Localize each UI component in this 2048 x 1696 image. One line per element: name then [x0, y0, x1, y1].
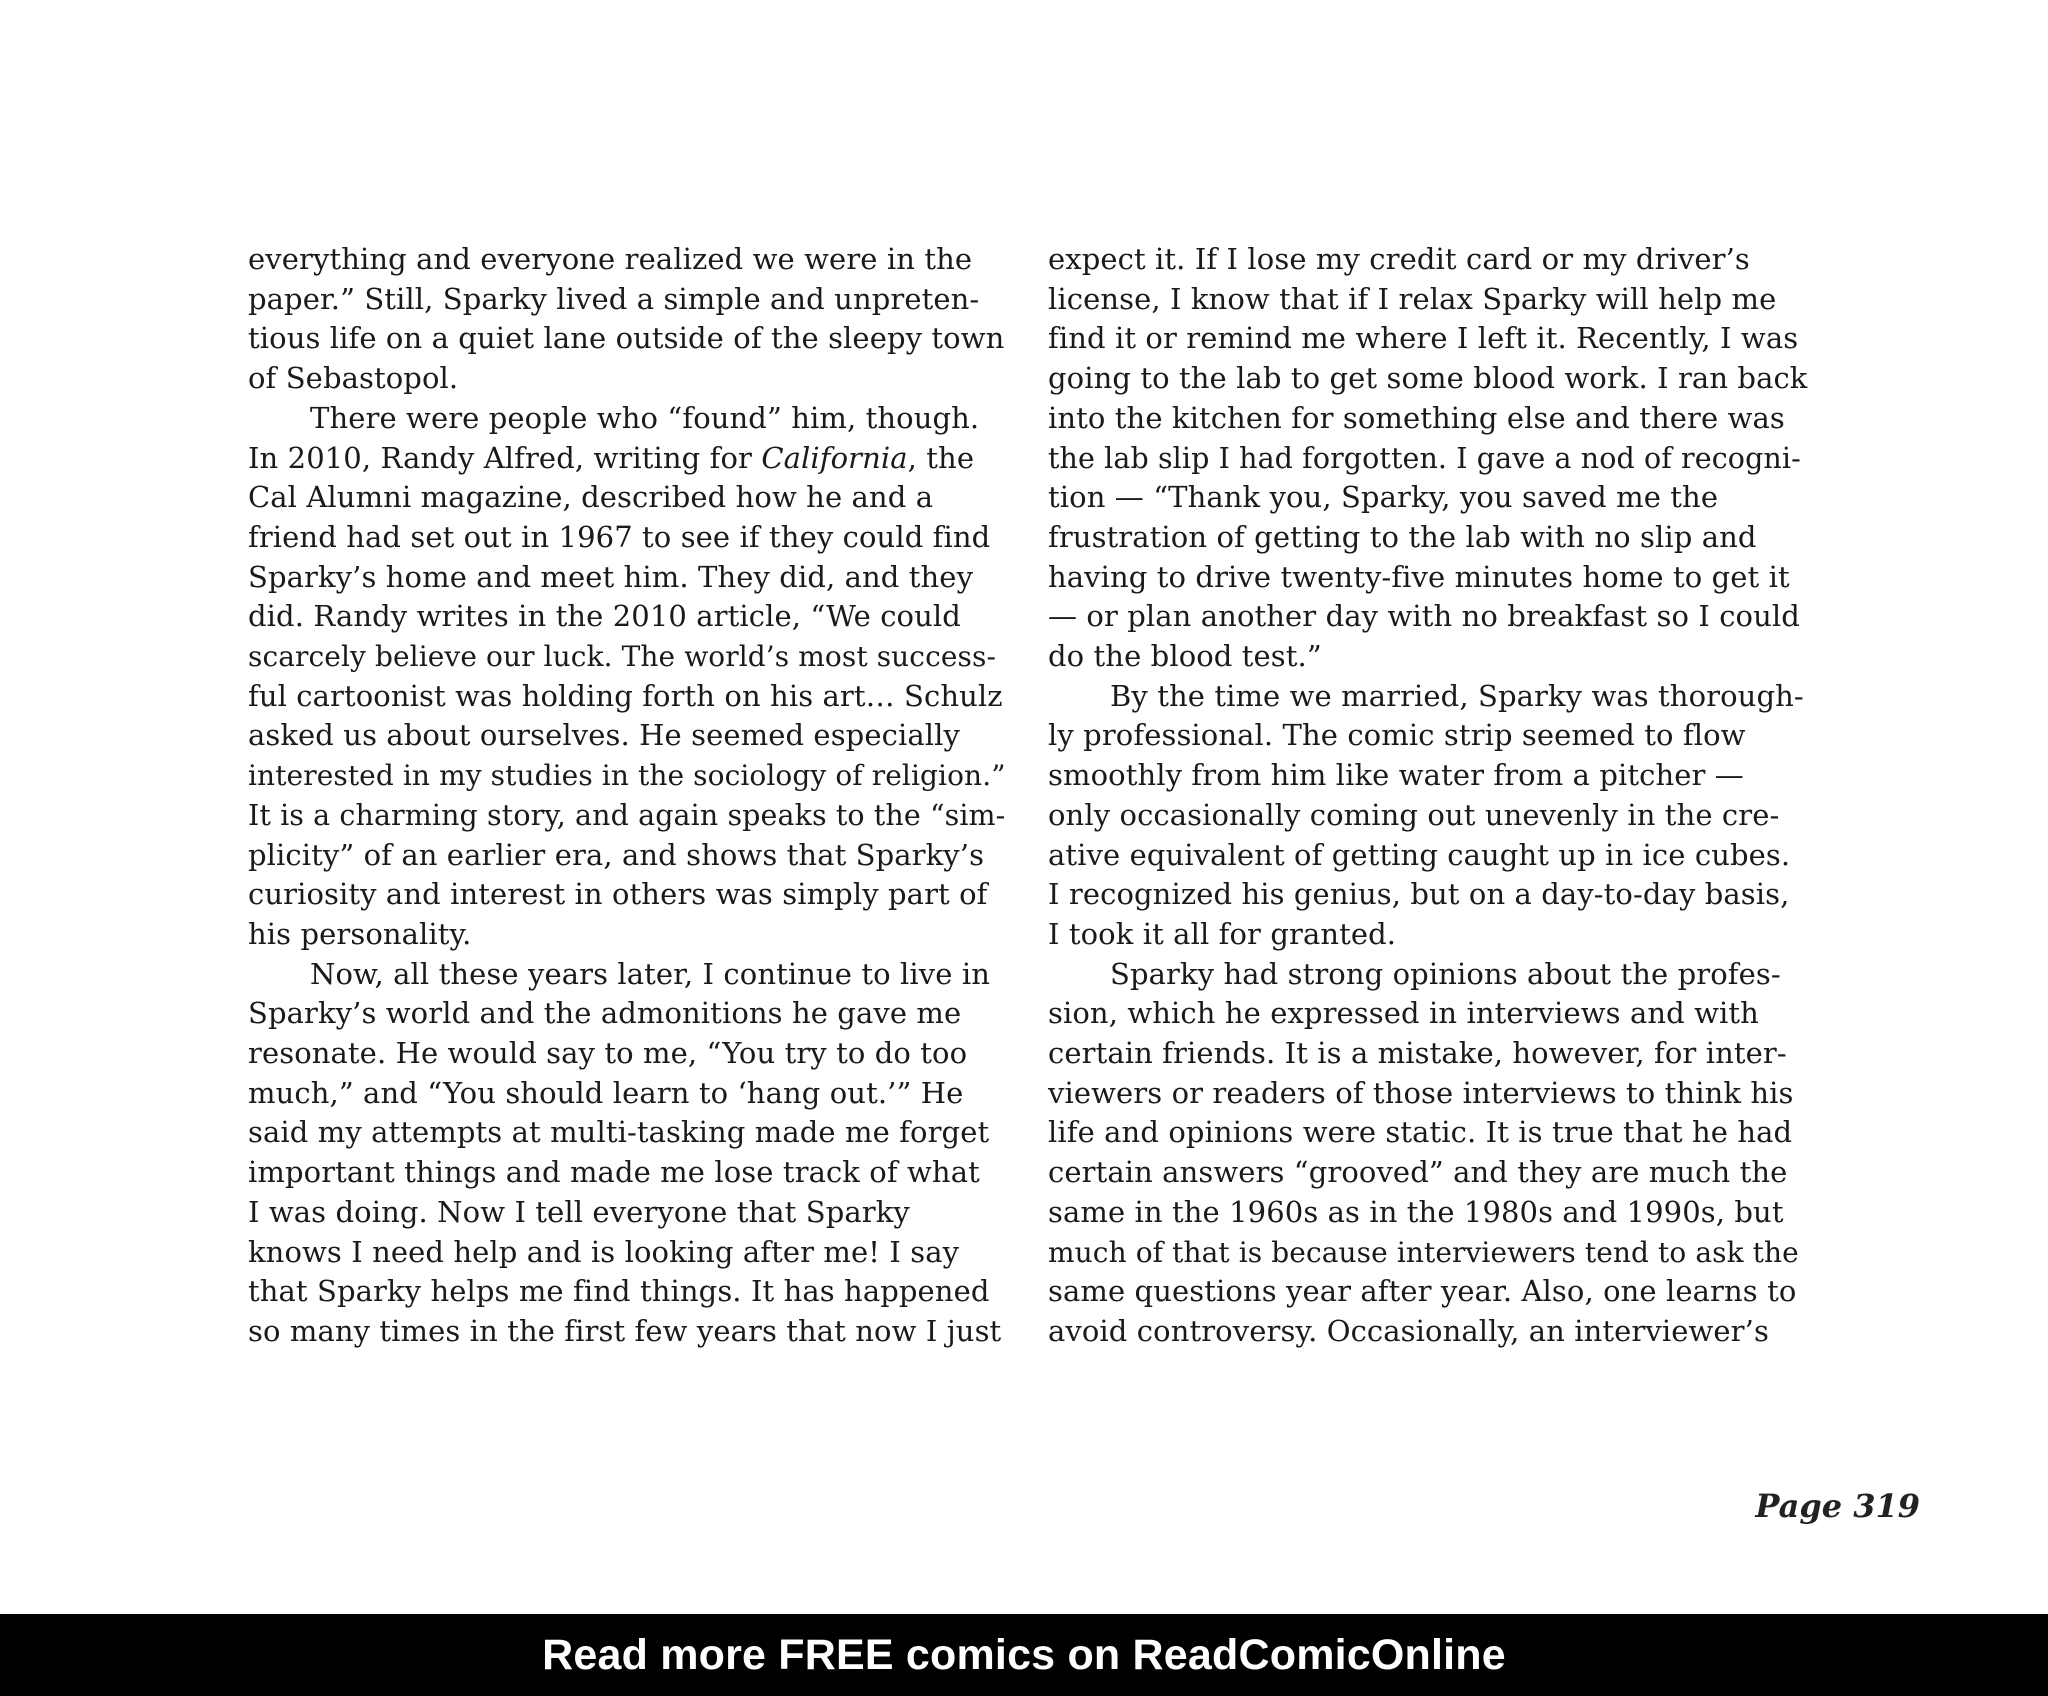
text-line: Cal Alumni magazine, described how he and a	[248, 480, 934, 515]
text-line: certain answers “grooved” and they are much the	[1048, 1155, 1788, 1190]
text-line: life and opinions were static. It is true that he had	[1048, 1115, 1793, 1150]
text-line: that Sparky helps me find things. It has happened	[248, 1274, 990, 1309]
promo-banner[interactable]	[0, 1614, 2048, 1696]
text-line: ative equivalent of getting caught up in ice cubes.	[1048, 837, 1791, 872]
text-line: Sparky had strong opinions about the profes-	[1110, 956, 1781, 991]
text-line: sion, which he expressed in interviews and with	[1048, 996, 1759, 1031]
text-line: so many times in the first few years that now I just	[248, 1313, 1002, 1348]
text-line: find it or remind me where I left it. Recently, I was	[1048, 321, 1799, 356]
text-line: ly professional. The comic strip seemed to flow	[1048, 718, 1746, 753]
text-line: plicity” of an earlier era, and shows that Sparky’s	[248, 837, 985, 872]
text-line: I took it all for granted.	[1048, 916, 1397, 951]
text-line: Sparky’s home and meet him. They did, and they	[248, 559, 974, 594]
text-line: much,” and “You should learn to ‘hang out.’” He	[248, 1075, 964, 1110]
text-line: do the blood test.”	[1048, 639, 1322, 674]
text-line: viewers or readers of those interviews to think his	[1048, 1075, 1794, 1110]
text-line: knows I need help and is looking after me! I say	[248, 1234, 960, 1269]
text-line: friend had set out in 1967 to see if they could find	[248, 519, 991, 554]
text-line: ful cartoonist was holding forth on his art… Schulz	[248, 678, 1003, 713]
text-line: license, I know that if I relax Sparky will help me	[1048, 281, 1777, 316]
text-line: — or plan another day with no breakfast so I could	[1048, 599, 1800, 634]
text-line: curiosity and interest in others was simply part of	[248, 877, 988, 912]
text-line: same questions year after year. Also, one learns to	[1048, 1274, 1797, 1309]
text-line: his personality.	[248, 916, 472, 951]
text-line: avoid controversy. Occasionally, an interviewer’s	[1048, 1313, 1769, 1348]
text-line: It is a charming story, and again speaks to the “sim-	[248, 798, 1006, 832]
text-line: only occasionally coming out unevenly in the cre-	[1048, 797, 1780, 832]
text-line: the lab slip I had forgotten. I gave a nod of recogni-	[1048, 441, 1801, 475]
text-line: By the time we married, Sparky was thorough-	[1110, 678, 1804, 713]
text-line: Sparky’s world and the admonitions he gave me	[248, 996, 962, 1031]
text-line: going to the lab to get some blood work. I ran back	[1048, 361, 1808, 396]
text-line: expect it. If I lose my credit card or my driver’s	[1048, 242, 1750, 276]
text-line: asked us about ourselves. He seemed especially	[248, 718, 960, 753]
text-line: much of that is because interviewers tend to ask the	[1048, 1235, 1799, 1269]
text-line: same in the 1960s as in the 1980s and 1990s, but	[1048, 1194, 1784, 1229]
text-line: scarcely believe our luck. The world’s most success-	[248, 640, 997, 674]
text-line: resonate. He would say to me, “You try to do too	[248, 1036, 968, 1071]
promo-banner-link[interactable]: Read more FREE comics on ReadComicOnline	[542, 1630, 1506, 1679]
magazine-title: California	[761, 440, 908, 475]
text-line: certain friends. It is a mistake, however, for inter-	[1048, 1036, 1787, 1071]
text-line: frustration of getting to the lab with no slip and	[1048, 519, 1757, 554]
right-text-column	[1048, 240, 1808, 1352]
text-line: interested in my studies in the sociology of religion.”	[248, 759, 1006, 793]
text-line: I was doing. Now I tell everyone that Sparky	[248, 1194, 910, 1229]
text-line: said my attempts at multi-tasking made me forget	[248, 1115, 990, 1150]
text-line: In 2010, Randy Alfred, writing for California, the	[248, 440, 975, 475]
text-line: tious life on a quiet lane outside of the sleepy town	[248, 321, 1005, 356]
text-line: smoothly from him like water from a pitcher —	[1048, 758, 1744, 793]
text-line: having to drive twenty-five minutes home to get it	[1048, 559, 1790, 594]
text-line: of Sebastopol.	[248, 361, 459, 396]
text-line: Now, all these years later, I continue to live in	[310, 956, 990, 991]
text-line: There were people who “found” him, though.	[310, 400, 980, 435]
text-line: everything and everyone realized we were in the	[248, 242, 973, 276]
text-line: paper.” Still, Sparky lived a simple and unpreten-	[248, 281, 980, 316]
text-line: I recognized his genius, but on a day-to-day basis,	[1048, 877, 1790, 912]
text-line: did. Randy writes in the 2010 article, “We could	[248, 599, 961, 634]
page-number: Page 319	[1755, 1487, 1920, 1525]
text-line: important things and made me lose track of what	[248, 1155, 980, 1190]
left-text-column	[248, 240, 1008, 1352]
text-line: tion — “Thank you, Sparky, you saved me the	[1048, 480, 1719, 515]
text-line: into the kitchen for something else and there was	[1048, 400, 1785, 435]
